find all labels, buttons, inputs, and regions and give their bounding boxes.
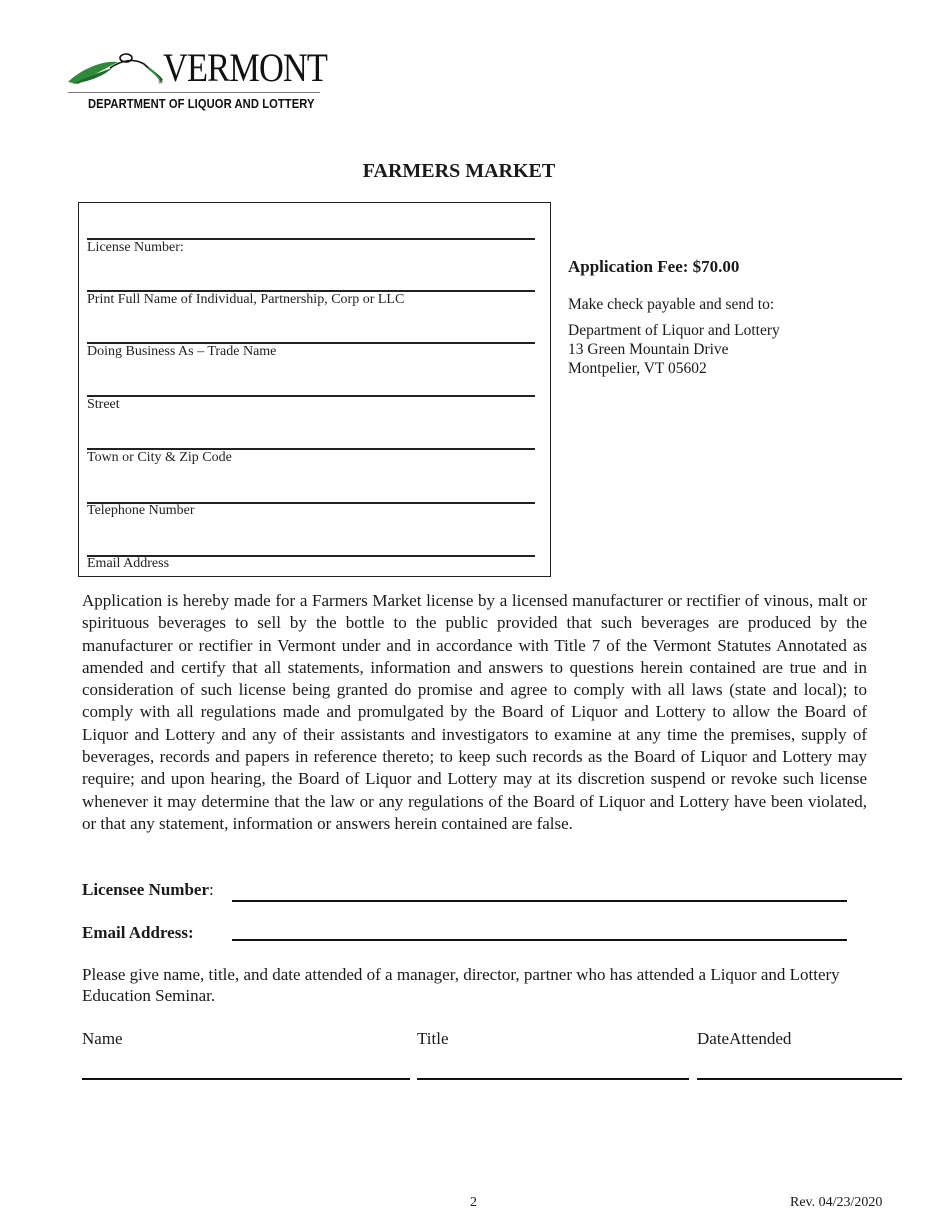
page-number: 2 (470, 1195, 477, 1210)
seminar-date-input-line[interactable] (697, 1078, 902, 1080)
logo-divider (68, 92, 320, 93)
logo-department: DEPARTMENT OF LIQUOR AND LOTTERY (88, 96, 315, 111)
seminar-name-input-line[interactable] (82, 1078, 410, 1080)
licensee-number-label-text: Licensee Number (82, 880, 210, 899)
street-label: Street (87, 397, 120, 412)
seminar-title-header: Title (417, 1029, 449, 1048)
trade-name-label: Doing Business As – Trade Name (87, 344, 277, 359)
licensee-number-colon: : (209, 880, 214, 899)
licensee-number-input-line[interactable] (232, 900, 847, 902)
license-number-label: License Number: (87, 240, 184, 255)
license-info-box (78, 202, 551, 577)
seminar-date-header: DateAttended (697, 1029, 792, 1048)
address-line: Department of Liquor and Lottery (568, 322, 780, 339)
seminar-title-input-line[interactable] (417, 1078, 689, 1080)
telephone-label: Telephone Number (87, 503, 195, 518)
licensee-email-label: Email Address: (82, 923, 194, 942)
payable-instruction: Make check payable and send to: (568, 296, 775, 313)
town-zip-label: Town or City & Zip Code (87, 450, 232, 465)
seminar-name-header: Name (82, 1029, 123, 1048)
licensee-email-input-line[interactable] (232, 939, 847, 941)
seminar-instructions: Please give name, title, and date attended of a manager, director, partner who has attended a Liquor and Lottery Education Seminar. (82, 965, 840, 1005)
email-label: Email Address (87, 556, 170, 571)
declaration-paragraph: Application is hereby made for a Farmers Market license by a licensed manufacturer or rectifier of vinous, malt or spirituous beverages to sell by the bottle to the public provided that such beverages are produced by the manufacturer or rectifier in Vermont under and in accordance with Title 7 of the Vermont Statutes Annotated as amended and certify that all statements, information and answers to questions herein contained are true and in consideration of such license being granted do promise and agree to comply with all laws (state and local); to comply with all regulations made and promulgated by the Board of Liquor and Lottery to allow the Board of Liquor and Lottery and any of their assistants and investigators to examine at any time the premises, supply of beverages, records and papers in reference thereto; to keep such records as the Board of Liquor and Lottery may require; and upon hearing, the Board of Liquor and Lottery may at its discretion suspend or revoke such license whenever it may determine that the law or any regulations of the Board of Liquor and Lottery have been violated, or that any statement, information or answers herein contained are false. (82, 591, 867, 833)
address-line: 13 Green Mountain Drive (568, 341, 729, 358)
revision-date: Rev. 04/23/2020 (790, 1195, 883, 1210)
address-line: Montpelier, VT 05602 (568, 360, 707, 377)
page-title: FARMERS MARKET (362, 160, 556, 182)
application-fee: Application Fee: $70.00 (568, 257, 740, 276)
full-name-label: Print Full Name of Individual, Partnership, Corp or LLC (87, 292, 405, 307)
svg-text:®: ® (158, 80, 163, 86)
street-input-line[interactable] (87, 395, 535, 397)
licensee-number-label (82, 880, 214, 900)
logo-wordmark: VERMONT (163, 45, 328, 90)
